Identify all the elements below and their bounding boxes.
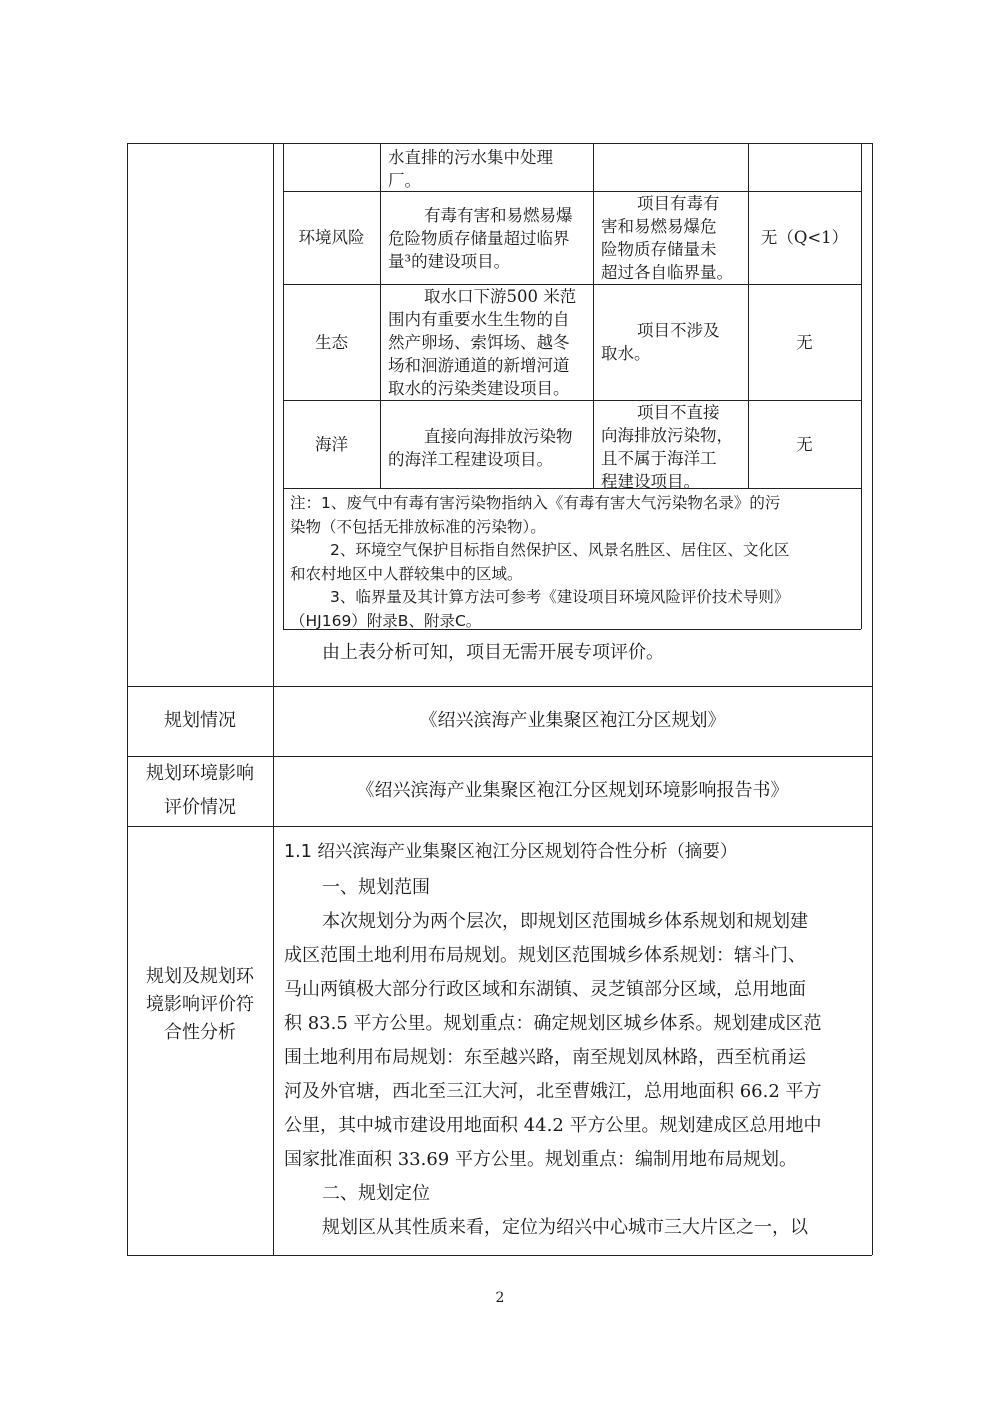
- eia-value-text: 《绍兴滨海产业集聚区袍江分区规划环境影响报告书》: [356, 780, 789, 801]
- outer-bottom-border: [127, 1255, 872, 1256]
- inner-col-div-1: [380, 143, 381, 488]
- project-line: 险物质存储量未: [601, 240, 717, 259]
- inner-row-2-result: [748, 284, 861, 400]
- inner-row-2-criteria: [388, 285, 593, 400]
- result-value: 无: [796, 332, 813, 352]
- para-line: 公里，其中城市建设用地面积 44.2 平方公里。规划建成区总用地中: [284, 1115, 822, 1136]
- eia-label-line: 评价情况: [164, 797, 236, 818]
- subheading-scope: 一、规划范围: [322, 877, 430, 898]
- project-line: 项目不涉及: [637, 321, 720, 340]
- project-line: 项目不直接: [637, 403, 720, 422]
- inner-row-1-result: [748, 191, 861, 284]
- para-line: 围土地利用布局规划：东至越兴路，南至规划凤林路，西至杭甬运: [284, 1047, 806, 1068]
- para-line: 规划区从其性质来看，定位为绍兴中心城市三大片区之一，以: [322, 1217, 808, 1238]
- criteria-line: 有毒有害和易燃易爆: [424, 206, 573, 225]
- planning-label-text: 规划情况: [164, 710, 236, 731]
- note-line: 3、临界量及其计算方法可参考《建设项目环境风险评价技术导则》: [330, 588, 790, 606]
- category-label: 海洋: [315, 434, 348, 454]
- inner-row-1-category: [283, 191, 380, 284]
- compliance-label: [127, 940, 273, 1070]
- criteria-line: 取水口下游500 米范: [424, 287, 577, 306]
- eia-label: [127, 756, 273, 826]
- result-value: 无（Q<1）: [760, 228, 849, 247]
- para-line: 成区范围土地利用布局规划。规划区范围城乡体系规划：辖斗门、: [284, 945, 806, 966]
- category-label: 环境风险: [298, 228, 365, 247]
- planning-label: [127, 686, 273, 756]
- criteria-line: 围内有重要水生生物的自: [388, 310, 570, 329]
- compliance-label-line: 境影响评价符: [146, 994, 254, 1015]
- planning-value-text: 《绍兴滨海产业集聚区袍江分区规划》: [419, 710, 726, 731]
- criteria-line: 厂。: [388, 171, 421, 190]
- project-line: 取水。: [601, 344, 651, 363]
- eia-label-line: 规划环境影响: [146, 763, 254, 784]
- category-label: 生态: [315, 332, 348, 352]
- project-line: 向海排放污染物，: [601, 426, 733, 445]
- inner-row-1-criteria: [388, 204, 593, 273]
- criteria-line: 直接向海排放污染物: [424, 427, 573, 446]
- table-notes: [290, 492, 856, 633]
- row-divider-3: [127, 826, 872, 827]
- section-heading: 1.1 绍兴滨海产业集聚区袍江分区规划符合性分析（摘要）: [284, 842, 738, 862]
- compliance-content: [284, 836, 868, 1246]
- inner-right-border: [861, 143, 862, 629]
- subheading-positioning: 二、规划定位: [322, 1183, 430, 1204]
- criteria-line: 量³的建设项目。: [388, 252, 511, 271]
- outer-right-border: [872, 143, 873, 1255]
- inner-row-3-criteria: [388, 425, 593, 471]
- criteria-line: 场和洄游通道的新增河道: [388, 356, 570, 375]
- inner-row-3-project: [601, 401, 749, 493]
- inner-row-2-category: [283, 284, 380, 400]
- inner-row-0-criteria: [388, 146, 588, 192]
- inner-row-3-category: [283, 400, 380, 488]
- note-line: 染物（不包括无排放标准的污染物）。: [290, 517, 546, 536]
- note-line: 注：1、废气中有毒有害污染物指纳入《有毒有害大气污染物名录》的污: [290, 494, 781, 512]
- compliance-label-line: 合性分析: [164, 1022, 236, 1043]
- criteria-line: 水直排的污水集中处理: [388, 148, 553, 167]
- inner-row-div-4: [283, 488, 861, 489]
- criteria-line: 取水的污染类建设项目。: [388, 379, 570, 398]
- para-line: 河及外官塘，西北至三江大河，北至曹娥江，总用地面积 66.2 平方: [284, 1081, 822, 1102]
- project-line: 害和易燃易爆危: [601, 217, 717, 236]
- outer-top-border: [127, 143, 872, 144]
- para-line: 本次规划分为两个层次，即规划区范围城乡体系规划和规划建: [322, 911, 808, 932]
- inner-row-1-project: [601, 192, 749, 284]
- eia-value: [273, 756, 872, 826]
- conclusion-text: 由上表分析可知，项目无需开展专项评价。: [322, 642, 664, 663]
- project-line: 程建设项目。: [601, 472, 700, 491]
- result-value: 无: [796, 434, 813, 454]
- criteria-line: 危险物质存储量超过临界: [388, 229, 570, 248]
- criteria-line: 然产卵场、索饵场、越冬: [388, 333, 570, 352]
- para-line: 积 83.5 平方公里。规划重点：确定规划区城乡体系。规划建成区范: [284, 1013, 822, 1034]
- note-line: （HJ169）附录B、附录C。: [290, 611, 482, 630]
- criteria-line: 的海洋工程建设项目。: [388, 450, 553, 469]
- inner-col-div-2: [593, 143, 594, 488]
- page-number: 2: [495, 1290, 505, 1306]
- para-line: 马山两镇极大部分行政区域和东湖镇、灵芝镇部分区域，总用地面: [284, 979, 806, 1000]
- project-line: 超过各自临界量。: [601, 263, 733, 282]
- planning-value: [273, 686, 872, 756]
- para-line: 国家批准面积 33.69 平方公里。规划重点：编制用地布局规划。: [284, 1149, 797, 1170]
- project-line: 项目有毒有: [637, 194, 720, 213]
- note-line: 2、环境空气保护目标指自然保护区、风景名胜区、居住区、文化区: [330, 541, 790, 559]
- inner-row-3-result: [748, 400, 861, 488]
- inner-row-2-project: [601, 319, 749, 365]
- note-line: 和农村地区中人群较集中的区域。: [290, 564, 523, 583]
- compliance-label-line: 规划及规划环: [146, 966, 254, 987]
- project-line: 且不属于海洋工: [601, 449, 717, 468]
